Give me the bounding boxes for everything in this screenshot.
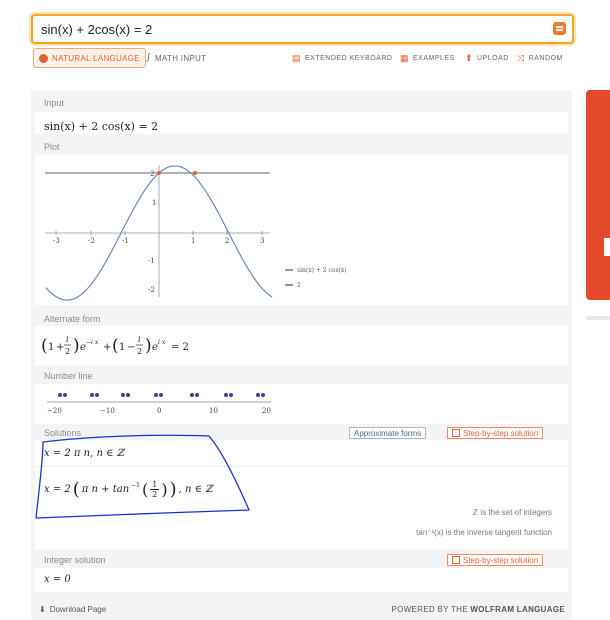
x-tick-label: 2 — [225, 237, 230, 245]
x-tick-label: 1 — [191, 237, 196, 245]
solutions-title: Solutions — [44, 428, 82, 438]
wolfram-language-label: WOLFRAM LANGUAGE — [470, 605, 565, 614]
random-label: RANDOM — [528, 55, 563, 62]
function-plot[interactable] — [35, 155, 568, 305]
solution-dots — [58, 393, 265, 397]
number-line-pod — [35, 384, 568, 424]
natural-language-icon — [39, 54, 48, 63]
results-panel — [31, 90, 572, 620]
x-tick-label: -3 — [53, 237, 60, 245]
intersection-point — [193, 171, 197, 175]
intersection-point — [157, 171, 161, 175]
number-tick-label: 10 — [209, 407, 218, 415]
term: + — [56, 342, 65, 353]
step-by-step-label: Step-by-step solution — [463, 555, 539, 565]
number-tick-label: 20 — [262, 407, 271, 415]
integers-note: ℤ is the set of integers — [472, 508, 552, 517]
solution-2: x = 2 ( π n + tan $^{-1}$ ( $\frac{1}{2}$ ) ) , n ∈ ℤ — [44, 478, 213, 500]
inverse-tangent-note: tan⁻¹(x) is the inverse tangent function — [416, 528, 552, 537]
search-query[interactable]: sin(x) + 2cos(x) = 2 — [41, 22, 153, 37]
powered-by — [392, 605, 565, 614]
fraction-numerator: 1 — [152, 479, 158, 489]
math-input-icon: ∫ — [146, 53, 151, 63]
y-tick-label: 2 — [150, 170, 155, 178]
side-promo-mark — [604, 238, 610, 256]
solutions-step-by-step-button[interactable] — [447, 427, 543, 439]
x-tick-label: -1 — [122, 237, 129, 245]
term: e — [80, 342, 86, 353]
x-tick-label: 3 — [260, 237, 265, 245]
term: 1 — [48, 342, 55, 353]
download-page-link[interactable] — [39, 605, 106, 614]
svg-text:(: ( — [112, 336, 119, 356]
integer-solution-title: Integer solution — [44, 555, 106, 565]
handwritten-annotation — [31, 430, 271, 530]
number-tick-label: 0 — [157, 407, 162, 415]
alternate-form-pod — [35, 326, 568, 366]
approximate-forms-button[interactable]: Approximate forms — [349, 427, 426, 439]
svg-text:): ) — [73, 336, 80, 356]
term: + — [103, 342, 112, 353]
legend-curve-label: sin(x) + 2 cos(x) — [297, 267, 347, 274]
term: = 2 — [171, 342, 189, 353]
x-tick-label: -2 — [88, 237, 95, 245]
number-line-title: Number line — [44, 371, 93, 381]
input-pod-title: Input — [44, 98, 65, 108]
side-promo-banner[interactable] — [586, 90, 610, 300]
frac-den: 2 — [137, 347, 143, 356]
svg-text:(: ( — [41, 336, 48, 356]
step-by-step-icon — [452, 429, 460, 437]
examples-label: EXAMPLES — [413, 55, 455, 62]
upload-label: UPLOAD — [477, 55, 509, 62]
math-input-label: MATH INPUT — [155, 53, 207, 63]
download-icon: ⬇ — [39, 605, 46, 614]
solution-2-mid: π n + tan — [81, 483, 130, 495]
input-pod — [35, 112, 568, 134]
compute-button[interactable] — [553, 22, 566, 35]
solution-2-lhs: x = 2 — [44, 483, 71, 495]
frac-num: i — [138, 335, 141, 344]
upload-icon: ⬆ — [465, 53, 474, 63]
term: 1 — [119, 342, 126, 353]
keyboard-icon: ▤ — [292, 53, 302, 63]
frac-num: i — [66, 335, 69, 344]
number-tick-label: −20 — [47, 407, 62, 415]
legend-constant-label: 2 — [297, 282, 301, 289]
solution-2-tail: , n ∈ ℤ — [178, 483, 213, 495]
alternate-form-title: Alternate form — [44, 314, 101, 324]
powered-by-prefix: POWERED BY THE — [391, 605, 471, 614]
input-expression: sin(x) + 2 cos(x) = 2 — [44, 120, 159, 133]
math-input-tab[interactable] — [141, 48, 211, 68]
y-tick-label: -2 — [148, 286, 155, 294]
plot-pod[interactable] — [35, 155, 568, 305]
y-tick-label: -1 — [148, 257, 155, 265]
solution-1: x = 2 π n, n ∈ ℤ — [44, 448, 124, 459]
shuffle-icon: ⤨ — [517, 53, 525, 63]
random-link[interactable] — [517, 53, 563, 64]
integer-step-by-step-button[interactable] — [447, 554, 543, 566]
extended-keyboard-link[interactable] — [292, 53, 392, 64]
plot-pod-title: Plot — [44, 142, 60, 152]
integer-solution-pod — [35, 568, 568, 592]
frac-den: 2 — [65, 347, 71, 356]
solution-2-superscript: −1 — [131, 481, 140, 489]
y-tick-label: 1 — [152, 199, 157, 207]
exponent: −i x — [86, 339, 99, 346]
examples-link[interactable] — [400, 53, 455, 64]
number-line-plot — [35, 384, 568, 424]
download-label: Download Page — [49, 605, 107, 614]
exponent: i x — [158, 339, 166, 346]
natural-language-tab[interactable] — [33, 48, 146, 68]
search-input[interactable] — [31, 14, 574, 44]
upload-link[interactable] — [465, 53, 509, 64]
alternate-form-expression — [35, 326, 568, 366]
step-by-step-icon — [452, 556, 460, 564]
grid-icon: ▦ — [400, 53, 410, 63]
svg-text:): ) — [145, 336, 152, 356]
step-by-step-label: Step-by-step solution — [463, 428, 539, 438]
term: − — [127, 342, 136, 353]
term: e — [152, 342, 158, 353]
extended-keyboard-label: EXTENDED KEYBOARD — [305, 55, 393, 62]
integer-solution-value: x = 0 — [44, 574, 71, 585]
fraction-denominator: 2 — [152, 489, 158, 499]
natural-language-label: NATURAL LANGUAGE — [52, 53, 140, 63]
side-scroll-indicator — [586, 316, 610, 320]
number-tick-label: −10 — [100, 407, 115, 415]
